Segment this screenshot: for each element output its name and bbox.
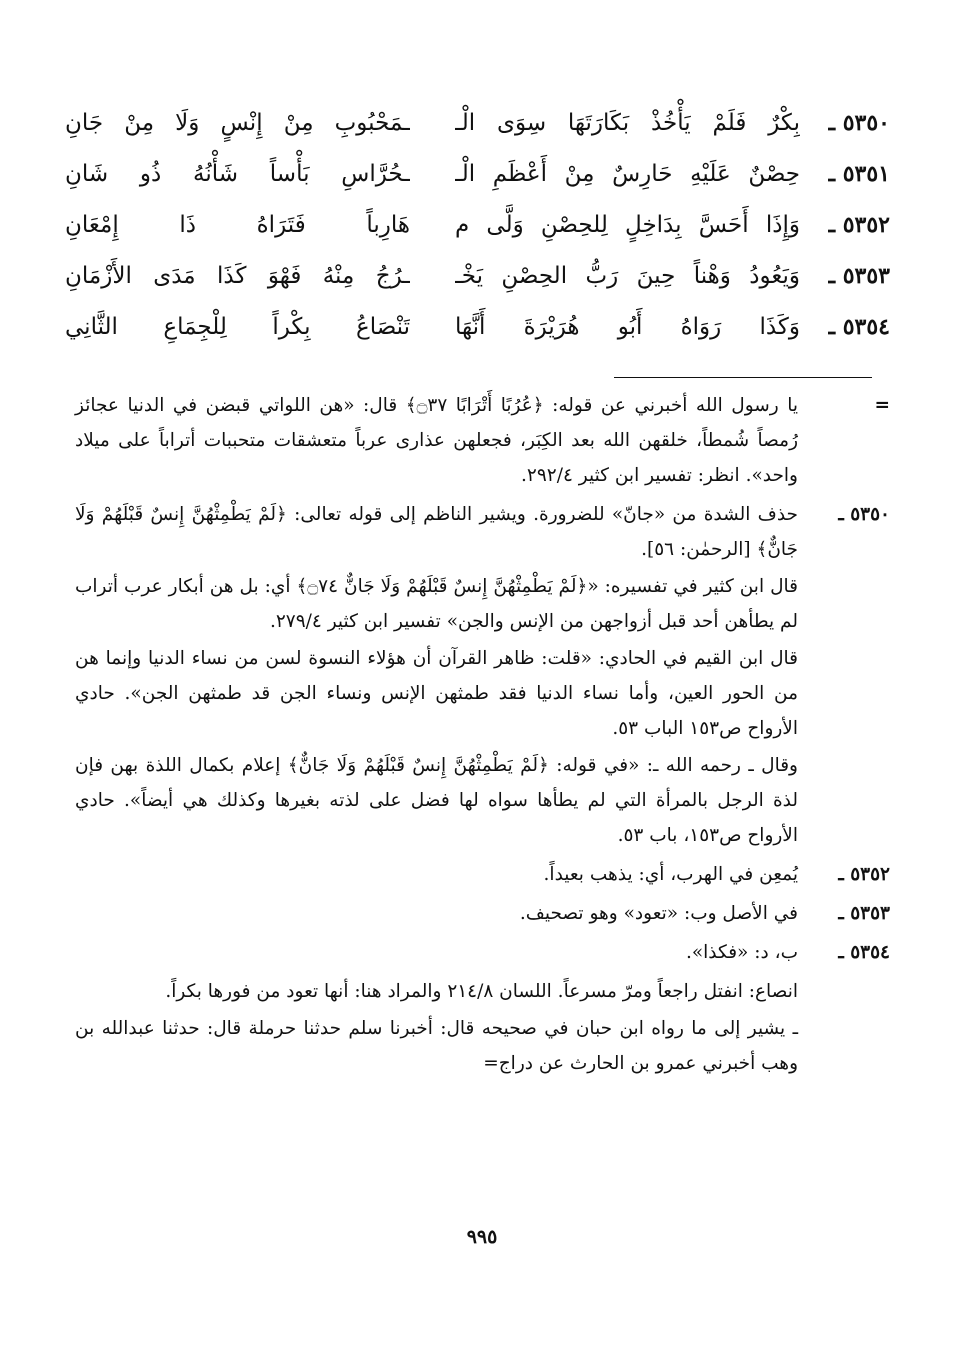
footnote-number: = [874,395,890,416]
footnotes [75,388,890,1085]
verse-line [60,149,890,200]
footnote-number: ٥٣٥٠ ـ [838,504,890,525]
footnote-5354 [75,935,890,972]
verse-line [60,98,890,149]
verse-first-hemistich: وَيَعُودُ وَهْناً حِينَ رَبُّ الحِصْنِ يَخْـ [455,263,800,289]
verse-line [60,251,890,302]
verse-line [60,302,890,353]
verse-number: ٥٣٥٤ ـ [828,314,890,340]
verse-line [60,200,890,251]
footnote-paragraph: حذف الشدة من «جانّ» للضرورة. ويشير الناظم إلى قوله تعالى: ﴿لَمْ يَطْمِثْهُنَّ إِنسٌ قَبْلَهُمْ وَلَا جَانٌّ﴾ [الرحمٰن: ٥٦]. [75,504,798,560]
footnote-paragraph: انصاع: انفتل راجعاً ومرّ مسرعاً. اللسان ٢١٤/٨ والمراد هنا: أنها تعود من فورها بكراً. [165,981,798,1002]
footnote-body [75,388,798,495]
footnote-continuation [75,388,890,495]
footnote-body [75,935,798,972]
verse-second-hemistich: هَارِباً فَتَرَاهُ ذَا إِمْعَانِ [65,212,410,238]
footnote-number: ٥٣٥٢ ـ [838,864,890,885]
footnote-body [75,974,798,1083]
footnote-body [75,896,798,933]
verse-number: ٥٣٥٣ ـ [828,263,890,289]
footnote-paragraph: قال ابن كثير في تفسيره: «﴿لَمْ يَطْمِثْهُنَّ إِنسٌ قَبْلَهُمْ وَلَا جَانٌّ ۝٧٤﴾ أي: بل هن أبكار عرب أتراب لم يطأهن أحد قبل أزواجهن من الإنس والجن» تفسير ابن كثير ٢٧٩/٤. [75,576,798,632]
verse-second-hemistich: ـمَحْبُوبِ مِنْ إِنْسٍ وَلَا مِنْ جَانِ [65,110,410,136]
verse-first-hemistich: بِكْرٌ فَلَمْ يَأْخُذْ بَكَارَتَهَا سِوَى الْـ [455,110,800,136]
page-number: ٩٩٥ [466,1226,498,1248]
verse-number: ٥٣٥٢ ـ [828,212,890,238]
footnote-5354-continued [75,974,890,1083]
verse-first-hemistich: حِصْنٌ عَلَيْهِ حَارِسٌ مِنْ أَعْظَمِ الْـ [455,161,800,187]
footnote-paragraph: ـ يشير إلى ما رواه ابن حبان في صحيحه قال: أخبرنا سلم حدثنا حرملة قال: حدثنا عبدالله بن وهب أخبرني عمرو بن الحارث عن دراج= [75,1018,798,1074]
footnote-paragraph: يا رسول الله أخبرني عن قوله: ﴿عُرُبًا أَتْرَابًا ۝٣٧﴾ قال: «هن اللواتي قبضن في الدنيا عجائز رُمصاً شُمطاً، خلقهن الله بعد الكِبَر، فجعلهن عذارى عرباً متعشقات متحببات أتراباً على ميلاد واحد». انظر: تفسير ابن كثير ٢٩٢/٤. [75,395,798,486]
verse-second-hemistich: ـرُجُ مِنْهُ فَهْوَ كَذَا مَدَى الأَزْمَانِ [65,263,410,289]
footnote-paragraph: ب، د: «فكذا». [685,942,798,963]
poem-verses [60,98,890,353]
verse-number: ٥٣٥١ ـ [828,161,890,187]
verse-second-hemistich: ـحُرَّاسِ بَأْساً شَأْنُهُ ذُو شَانِ [65,161,410,187]
footnote-5353 [75,896,890,933]
footnote-number: ٥٣٥٤ ـ [838,942,890,963]
footnote-paragraph: قال ابن القيم في الحادي: «قلت: ظاهر القرآن أن هؤلاء النسوة لسن من نساء الدنيا وإنما هن من الحور العين، وأما نساء الدنيا فقد طمثهن الإنس ونساء الجن قد طمثهن الجن». حادي الأرواح ص١٥٣ الباب ٥٣. [75,648,798,739]
footnote-number: ٥٣٥٣ ـ [838,903,890,924]
verse-number: ٥٣٥٠ ـ [828,110,890,136]
footnote-divider [614,377,872,378]
footnote-paragraph: وقال ـ رحمه الله ـ: «في قوله: ﴿لَمْ يَطْمِثْهُنَّ إِنسٌ قَبْلَهُمْ وَلَا جَانٌّ﴾ إعلام بكمال اللذة بهن فإن لذة الرجل بالمرأة التي لم يطأها سواه لها فضل على لذته بغيرها وكذلك هي أيضاً». حادي الأرواح ص١٥٣، باب ٥٣. [75,755,798,846]
verse-first-hemistich: وَكَذَا رَوَاهُ أَبُو هُرَيْرَةَ أَنَّهَا [455,314,800,340]
footnote-paragraph: يُمعِن في الهرب، أي: يذهب بعيداً. [543,864,798,885]
footnote-paragraph: في الأصل وب: «تعود» وهو تصحيف. [519,903,798,924]
footnote-5350 [75,497,890,855]
verse-first-hemistich: وَإِذَا أَحَسَّ بِدَاخِلٍ لِلحِصْنِ وَلَّى م [455,212,800,238]
footnote-5352 [75,857,890,894]
footnote-body [75,497,798,855]
verse-second-hemistich: تَنْصَاعُ بِكْراً لِلْجِمَاعِ الثَّانِي [65,314,410,340]
footnote-body [75,857,798,894]
